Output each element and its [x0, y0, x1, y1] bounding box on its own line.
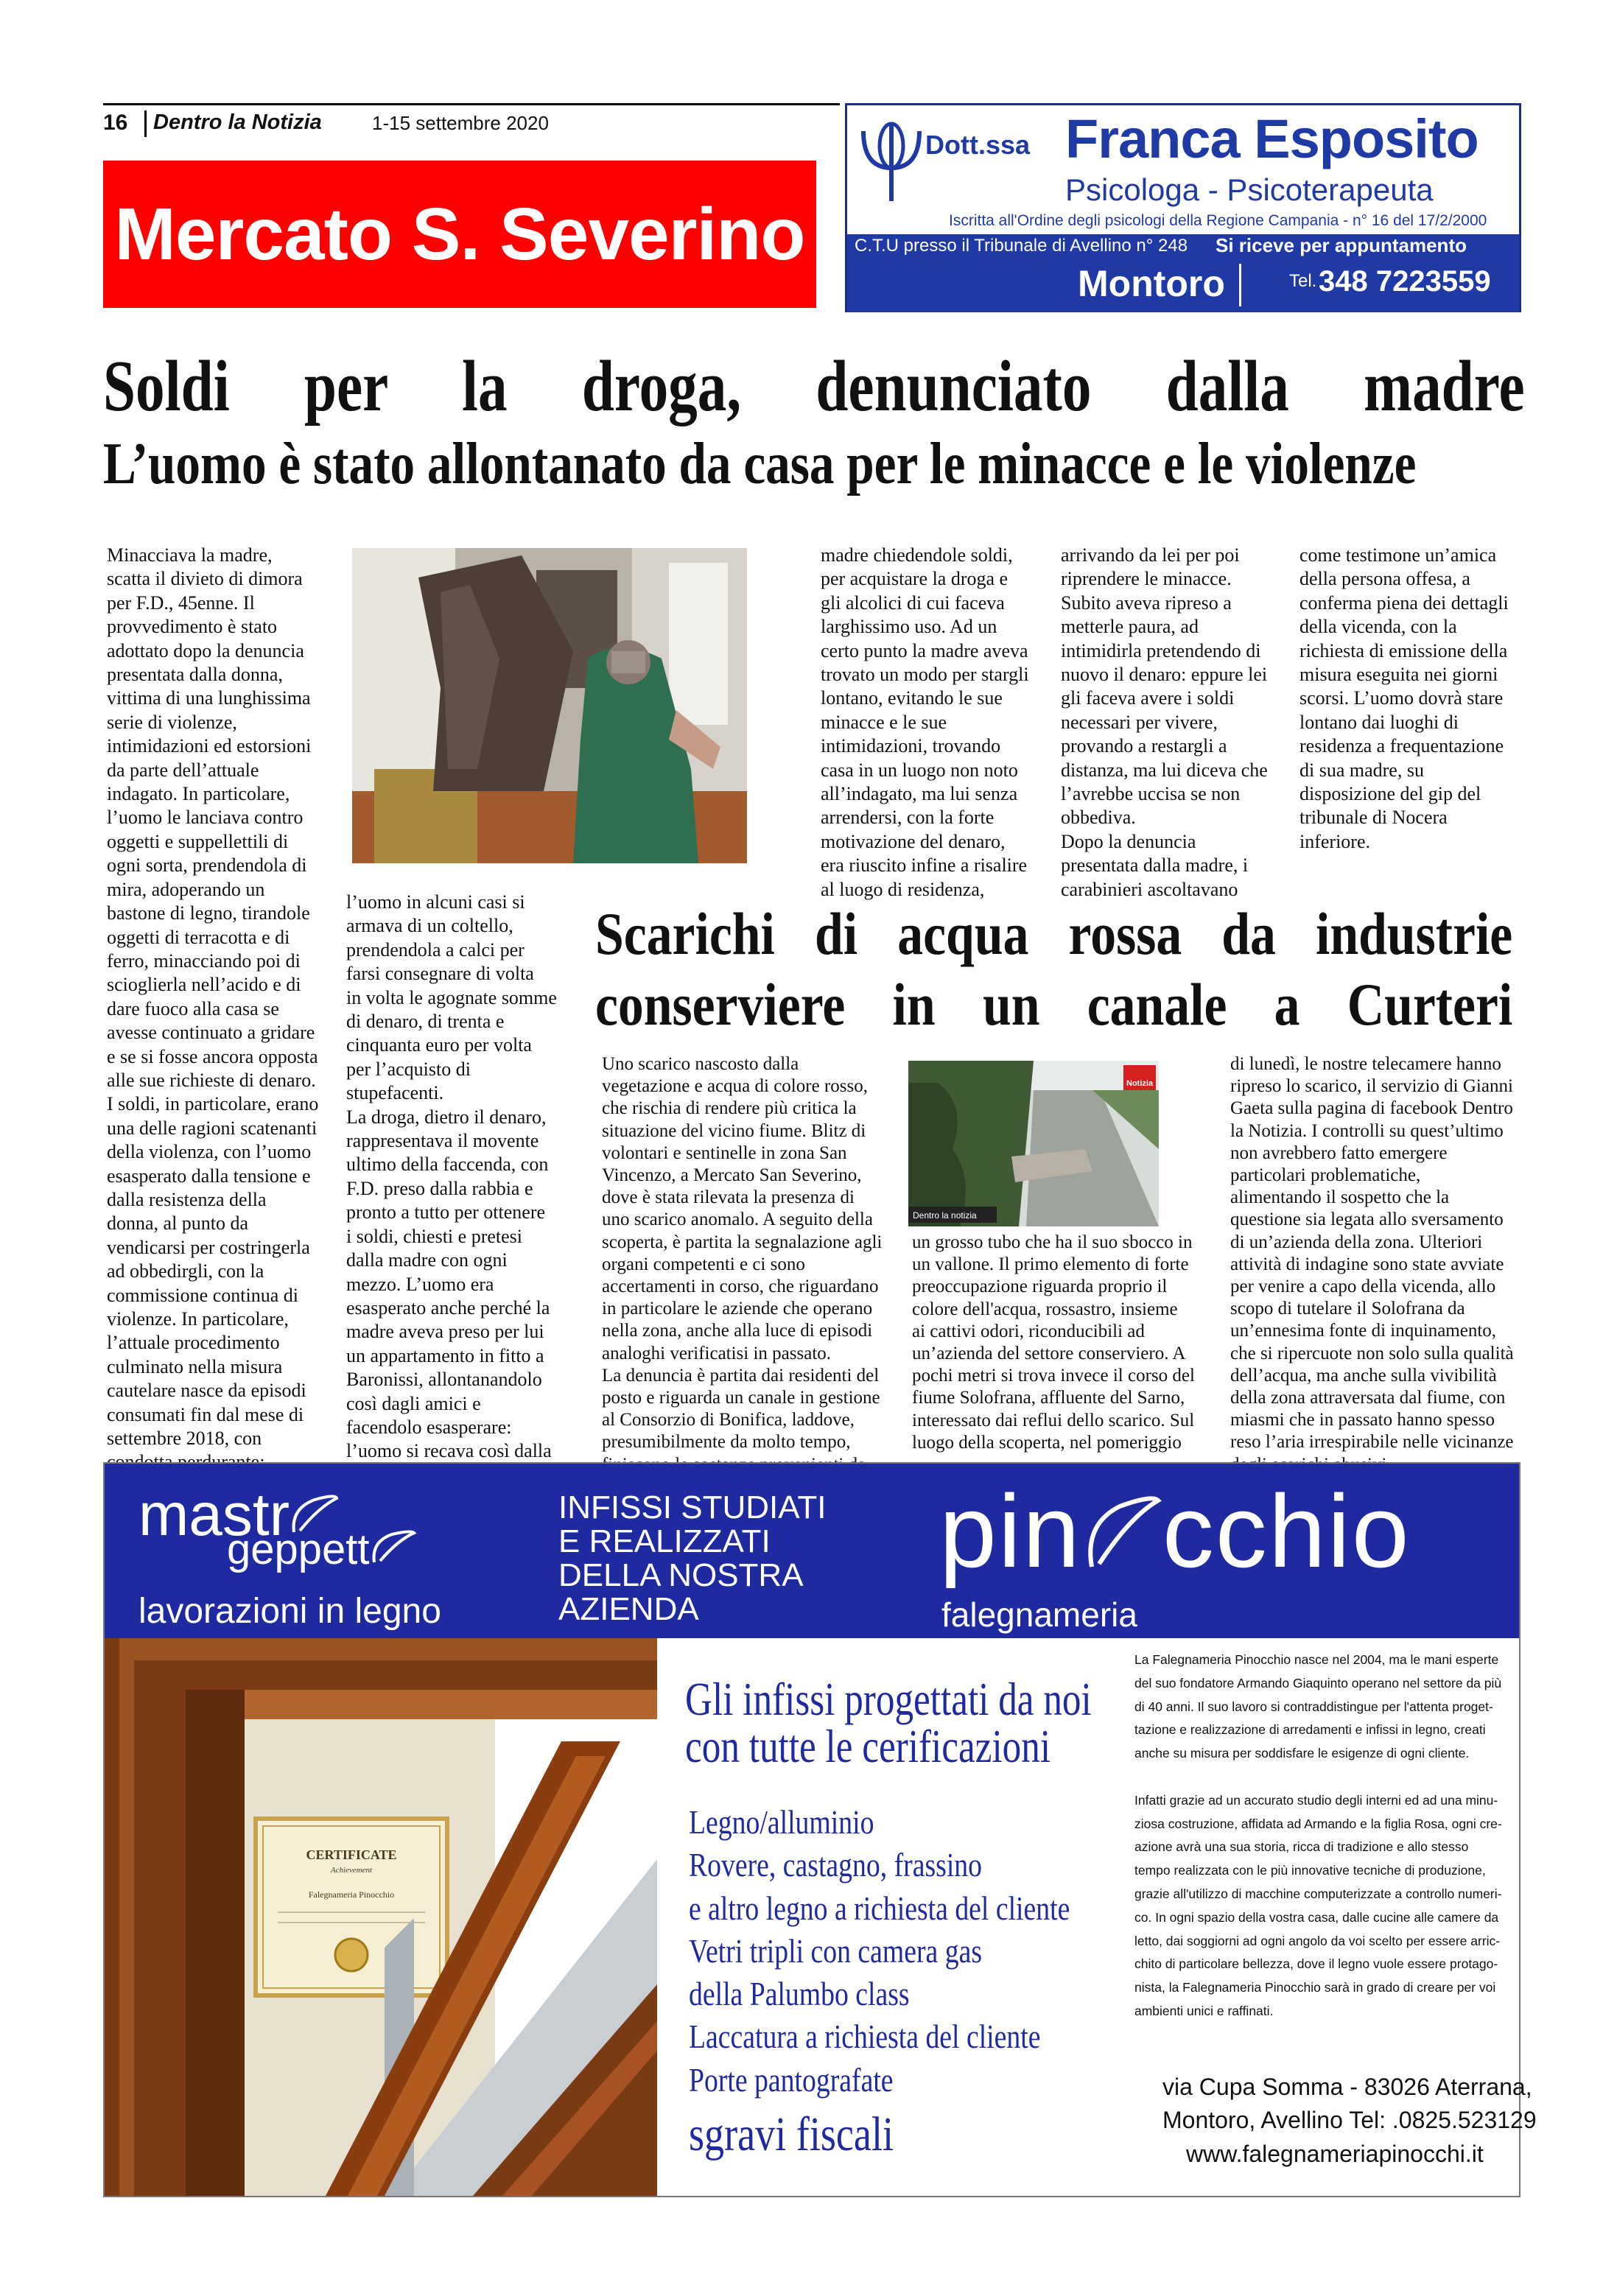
ad-title-prefix: Dott.ssa: [925, 130, 1031, 160]
ad-address-line1: via Cupa Somma - 83026 Aterrana,: [1162, 2074, 1532, 2100]
article1-column-2: l’uomo in alcuni casi si armava di un coltello, prendendola a calci per farsi consegnare di volta in volta le agognate somme di denaro, di trenta e cinquanta euro per volta per l’acquisto di stupefacenti. La droga, dietro il denaro, rappresentava il movente ultimo della faccenda, con F.D. preso dalla rabbia e pronto a tutto per ottenere i soldi, chiesti e pretesi dalla madre con ogni mezzo. L’uomo era esasperato anche perché la madre aveva preso per lui un appartamento in fitto a Baronissi, allontanandolo così dagli amici e facendolo esasperare: l’uomo si recava così dalla: [346, 891, 557, 1462]
article2-column-2: un grosso tubo che ha il suo sbocco in un vallone. Il primo elemento di forte preoccupazione riguarda proprio il colore dell'acqua, rossastro, insieme ai cattivi odori, riconducibili ad un’azienda del settore conserviero. A pochi metri si trova invece il corso del fiume Solofrana, affluente del Sarno, interessato dai reflui dello scarico. Sul luogo della scoperta, nel pomeriggio: [912, 1232, 1195, 1453]
ad-tel-label: Tel.: [1289, 271, 1317, 291]
pinocchio-tagline: falegnameria: [941, 1595, 1137, 1634]
ad-role: Psicologa - Psicoterapeuta: [1065, 172, 1434, 207]
pinocchio-brand: [939, 1472, 1411, 1591]
ad-city: Montoro: [1078, 263, 1225, 304]
ad-headline: Gli infissi progettati da noi con tutte le cerificazioni: [685, 1673, 1092, 1772]
ad-website[interactable]: www.falegnameriapinocchi.it: [1186, 2141, 1484, 2167]
certificate-title: CERTIFICATE: [306, 1847, 397, 1862]
ad-ctu: C.T.U presso il Tribunale di Avellino n° 248: [855, 236, 1188, 256]
mastrogeppetto-word2: geppett: [227, 1526, 370, 1573]
article1-column-5: come testimone un’amica della persona offesa, a conferma piena dei dettagli della vicenda, con la richiesta di emissione della misura eseguita nei giorni scorsi. L’uomo dovrà stare lontano dai luoghi di residenza a frequentazione di sua madre, su disposizione del gip del tribunale di Nocera inferiore.: [1299, 544, 1509, 852]
ad-address-line2: Montoro, Avellino Tel: .0825.523129: [1162, 2107, 1537, 2133]
ad-doctor-name: Franca Esposito: [1065, 108, 1479, 169]
header-divider: [144, 110, 147, 137]
domestic-violence-photo-icon: [352, 548, 747, 863]
article1-subheadline: L’uomo è stato allontanato da casa per le minacce e le violenze: [103, 432, 1417, 496]
window-frame-icon: [105, 1638, 657, 2196]
ad-tax-relief: sgravi fiscali: [689, 2107, 894, 2161]
pinocchio-word-start: pin: [939, 1473, 1081, 1589]
ad-appointment: Si riceve per appuntamento: [1216, 234, 1467, 256]
canal-photo-icon: [908, 1061, 1159, 1226]
certificate-subtitle: Achievement: [330, 1866, 373, 1875]
psi-logo-icon: [855, 116, 928, 205]
article2-photo: [908, 1061, 1159, 1226]
mastrogeppetto-tagline: lavorazioni in legno: [138, 1592, 441, 1631]
article2-column-1: Uno scarico nascosto dalla vegetazione e acqua di colore rosso, che rischia di rendere più critica la situazione del vicino fiume. Blitz di volontari e sentinelle in zona San Vincenzo, a Mercato San Severino, dove è stata rilevata la presenza di uno scarico anomalo. A seguito della scoperta, è partita la segnalazione agli organi competenti e ci sono accertamenti in corso, che riguardano in particolare le aziende che operano nella zona, anche alla luce di episodi analoghi verificatisi in passato. La denuncia è partita dai residenti del posto e riguarda un canale in gestione al Consorzio di Bonifica, laddove, presumibilmente da molto tempo,: [602, 1054, 883, 1453]
ad-city-divider: [1239, 264, 1241, 306]
issue-date: 1-15 settembre 2020: [372, 112, 549, 134]
header-top-rule: [103, 103, 840, 105]
ad-tel-number: 348 7223559: [1319, 265, 1491, 298]
article1-column-4: arrivando da lei per poi riprendere le minacce. Subito aveva ripreso a metterle paura, ad intimidirla pretendendo di nuovo il denaro: eppure lei gli faceva avere i soldi necessari per vivere, provando a restargli a distanza, ma lui diceva che l’avrebbe uccisa se non obbediva. Dopo la denuncia presentata dalla madre, i carabinieri ascoltavano: [1061, 544, 1268, 900]
article2-headline: Scarichi di acqua rossa da industrie conserviere in un canale a Curteri: [595, 900, 1513, 1038]
article2-column-3: di lunedì, le nostre telecamere hanno ripreso lo scarico, il servizio di Gianni Gaeta sulla pagina di facebook Dentro la Notizia. I controlli su quest’ultimo non avrebbero fatto emergere particolari problematiche, alimentando il sospetto che la questione sia legata allo sversamento di un’azienda della zona. Ulteriori attività di indagine sono state avviate per venire a capo della vicenda, allo scopo di tutelare il Solofrana da un’ennesima fonte di inquinamento, che si ripercuote non solo sulla qualità dell’acqua, ma anche sulla vivibilità della zona attraversata dal fiume, con miasmi che in passato hanno spesso reso l’aria irrespirabile nelle vicinanze: [1230, 1054, 1514, 1453]
swoosh-o-icon: [1081, 1495, 1162, 1576]
article1-photo: [352, 548, 747, 863]
ad-company-description: La Falegnameria Pinocchio nasce nel 2004, ma le mani esperte del suo fondatore Armando Giaquinto operano nel settore da più di 40 anni. Il suo lavoro si contraddistingue per l'attenta proget- tazione e realizzazione di arredamenti e infissi in legno, creati anche su misura per soddisfare le esigenze di ogni cliente. Infatti grazie ad un accurato studio degli interni ed ad una minu- ziosa costruzione, affidata ad Armando e la figlia Rosa, ogni cre- azione avrà una sua storia, ricca di tradizione e allo stesso tempo realizzata con le più innovative tecniche di produzione, grazie all'utilizzo di macchine computerizzate a controllo numeri- co. In ogni spazio della vostra casa, dalle cucine alle camere da letto, dai soggiorni ad ogni angolo da voi scelto per essere arric- chito di particolare bellezza, dove il legno vuole essere protago- nista, la Falegnameria Pinocchio sarà in grado di creare per voi ambienti unici e raffinati.: [1134, 1652, 1502, 2018]
ad-registration: Iscritta all'Ordine degli psicologi della Regione Campania - n° 16 del 17/2/2000: [949, 212, 1487, 229]
page-number: 16: [103, 110, 128, 135]
publication-name: Dentro la Notizia: [153, 110, 322, 134]
ad-features-list: Legno/alluminio Rovere, castagno, frassino e altro legno a richiesta del cliente Vetri tripli con camera gas della Palumbo class Laccatura a richiesta del cliente Porte pantografate: [689, 1803, 1070, 2099]
ad-slogan: INFISSI STUDIATI E REALIZZATI DELLA NOSTRA AZIENDA: [558, 1489, 827, 1627]
photo-caption: Dentro la notizia: [913, 1210, 977, 1221]
swoosh-o-icon: [370, 1530, 417, 1567]
certificate-icon: [256, 1819, 447, 1995]
photo-badge: Notizia: [1126, 1079, 1154, 1088]
section-banner: Mercato S. Severino: [103, 161, 816, 308]
mastrogeppetto-word1: mastr: [138, 1481, 290, 1548]
article1-column-3: madre chiedendole soldi, per acquistare la droga e gli alcolici di cui faceva larghissimo uso. Ad un certo punto la madre aveva trovato un modo per stargli lontano, evitando le sue minacce e le sue intimidazioni, trovando casa in un luogo non noto all’indagato, ma lui senza arrendersi, con la forte motivazione del denaro, era riuscito infine a risalire al luogo di residenza,: [821, 544, 1029, 900]
certificate-name: Falegnameria Pinocchio: [308, 1889, 395, 1900]
article1-column-1: Minacciava la madre, scatta il divieto di dimora per F.D., 45enne. Il provvedimento è stato adottato dopo la denuncia presentata dalla donna, vittima di una lunghissima serie di violenze, intimidazioni ed estorsioni da parte dell’attuale indagato. In particolare, l’uomo le lanciava contro oggetti e suppellettili di ogni sorta, prendendola di mira, adoperando un bastone di legno, tirandole oggetti di terracotta e di ferro, minacciando poi di scioglierla nell’acido e di dare fuoco alla casa se avesse continuato a gridare e se si fosse ancora opposta alle sue richieste di denaro. I soldi, in particolare, erano una delle ragioni scatenanti della violenza, con l’uomo esasperato dalla tensione e dalla resistenza della donna, al punto da vendicarsi per costringerla ad obbedirgli, con la commissione continua di violenze. In particolare, l’attuale procedimento culminato nella misura cautelare nasce da episodi consumati fin dal mese di settembre 2018, con: [107, 544, 319, 1450]
pinocchio-word-end: cchio: [1162, 1473, 1411, 1589]
window-frame-image: [105, 1638, 657, 2196]
mastrogeppetto-brand-line2: [227, 1525, 417, 1574]
article1-headline: Soldi per la droga, denunciato dalla madre: [103, 346, 1525, 426]
